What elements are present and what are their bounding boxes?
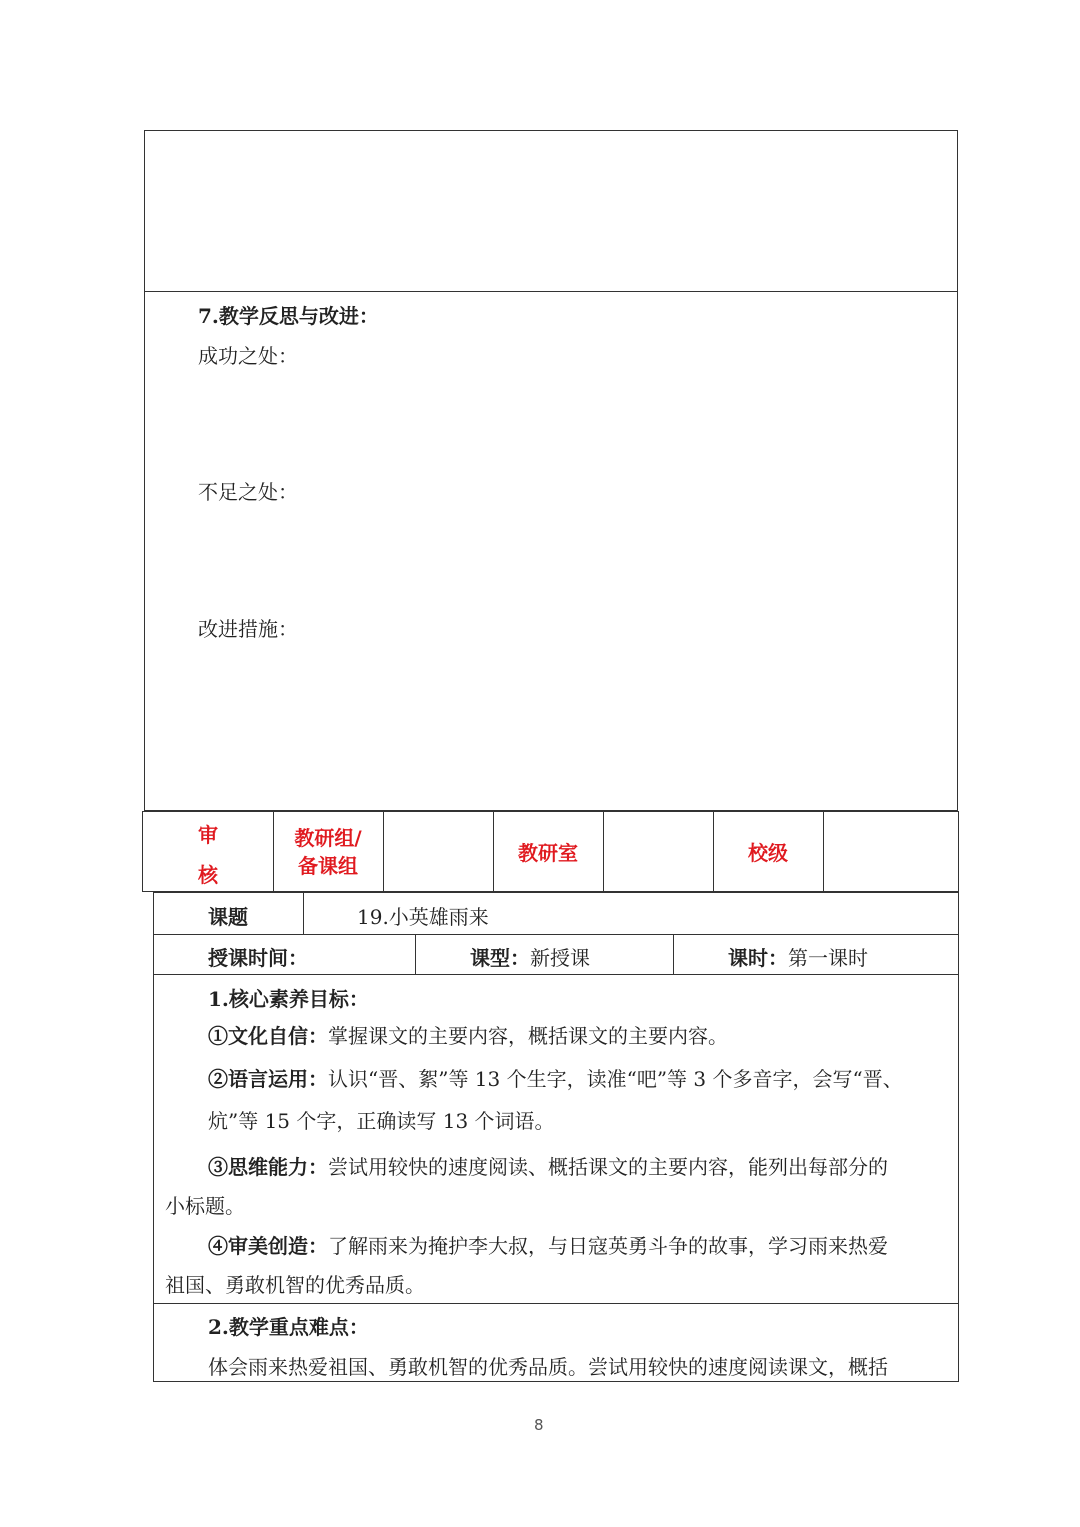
goal-2-line2: 炕”等 15 个字，正确读写 13 个词语。 [208,1109,555,1133]
focus-text: 体会雨来热爱祖国、勇敢机智的优秀品质。尝试用较快的速度阅读课文，概括 [208,1355,888,1379]
col-divider [415,934,416,974]
group-label-line2: 备课组 [298,853,358,878]
goals-heading: 1.核心素养目标： [208,987,369,1011]
review-divider [823,811,824,892]
review-divider [603,811,604,892]
page-number: 8 [534,1416,544,1434]
review-label-2: 核 [198,863,218,887]
shortfall-label: 不足之处： [198,480,298,504]
goal-2-title: ②语言运用： [208,1067,328,1091]
row-divider [153,1303,959,1304]
school-label: 校级 [748,841,788,865]
group-label [273,811,383,892]
blank-cell [144,130,958,292]
period-label: 课时： [728,946,788,970]
improve-label: 改进措施： [198,617,298,641]
goal-1-text: 掌握课文的主要内容，概括课文的主要内容。 [328,1024,728,1048]
goal-2-text-1: 认识“晋、絮”等 13 个生字，读准“吧”等 3 个多音字，会写“晋、 [328,1067,903,1091]
row-divider [153,974,959,975]
goal-4-line1 [208,1236,888,1256]
goal-4-title: ④审美创造： [208,1234,328,1258]
goal-2-line1 [208,1069,903,1089]
period-value: 第一课时 [788,946,868,970]
success-label: 成功之处： [198,344,298,368]
goal-1 [208,1026,728,1046]
col-divider [673,934,674,974]
reflection-cell [144,291,958,811]
goal-3-title: ③思维能力： [208,1155,328,1179]
topic-label: 课题 [208,905,248,929]
review-divider [383,811,384,892]
type-label: 课型： [470,946,530,970]
type-field [470,948,590,968]
topic-value: 19.小英雄雨来 [357,905,489,929]
goal-3-text-1: 尝试用较快的速度阅读、概括课文的主要内容，能列出每部分的 [328,1155,888,1179]
review-label-1: 审 [198,823,218,847]
reflection-heading: 7.教学反思与改进： [198,304,379,328]
focus-heading: 2.教学重点难点： [208,1315,369,1339]
col-divider [303,892,304,934]
goal-3-line1 [208,1157,888,1177]
row-divider [153,934,959,935]
type-value: 新授课 [530,946,590,970]
goal-4-line2: 祖国、勇敢机智的优秀品质。 [165,1273,425,1297]
office-label: 教研室 [518,841,578,865]
period-field [728,948,868,968]
goal-1-title: ①文化自信： [208,1024,328,1048]
goal-4-text-1: 了解雨来为掩护李大叔，与日寇英勇斗争的故事，学习雨来热爱 [328,1234,888,1258]
group-label-line1: 教研组/ [294,825,362,850]
time-label: 授课时间： [208,946,308,970]
goal-3-line2: 小标题。 [165,1194,245,1218]
